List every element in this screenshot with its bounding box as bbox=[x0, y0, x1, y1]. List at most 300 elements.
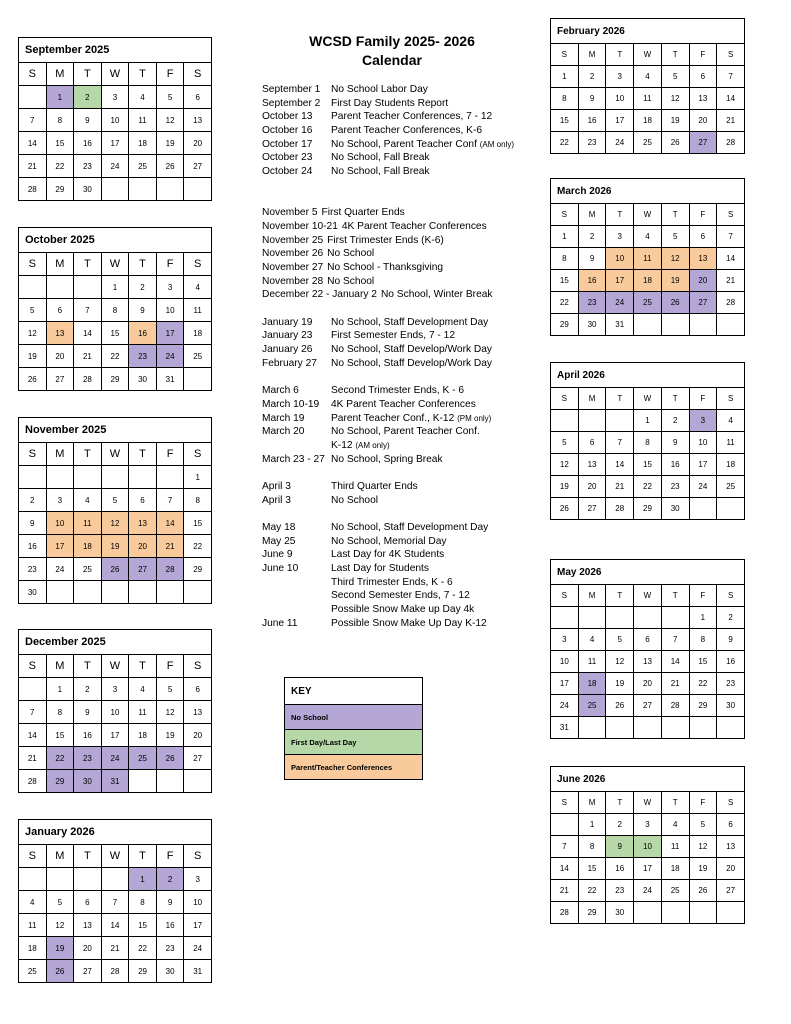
day-cell: 12 bbox=[689, 836, 717, 858]
day-cell: 22 bbox=[129, 937, 157, 960]
day-cell: 2 bbox=[661, 410, 689, 432]
day-cell: 20 bbox=[74, 937, 102, 960]
day-cell: 27 bbox=[689, 132, 717, 154]
weekday-header: T bbox=[129, 845, 157, 868]
day-cell: 5 bbox=[689, 814, 717, 836]
event-description: No School - Thanksgiving bbox=[327, 261, 444, 273]
day-cell: 25 bbox=[129, 747, 157, 770]
day-cell: 26 bbox=[46, 960, 74, 983]
day-cell: 17 bbox=[101, 724, 129, 747]
day-cell bbox=[689, 498, 717, 520]
day-cell: 6 bbox=[634, 629, 662, 651]
weekday-header: S bbox=[19, 253, 47, 276]
day-cell: 13 bbox=[184, 109, 212, 132]
day-cell: 30 bbox=[129, 368, 157, 391]
day-cell: 19 bbox=[46, 937, 74, 960]
day-cell: 18 bbox=[661, 858, 689, 880]
day-cell: 12 bbox=[661, 248, 689, 270]
day-cell: 13 bbox=[717, 836, 745, 858]
event-description: First Semester Ends, 7 - 12 bbox=[331, 330, 455, 342]
event-description: No School, Fall Break bbox=[331, 152, 430, 164]
event-date: March 19 bbox=[262, 412, 305, 424]
day-cell: 6 bbox=[689, 66, 717, 88]
day-cell: 12 bbox=[19, 322, 47, 345]
day-cell: 17 bbox=[606, 270, 634, 292]
event-text bbox=[331, 138, 514, 152]
event-description: Parent Teacher Conferences, K-6 bbox=[331, 125, 483, 137]
event-date: October 17 bbox=[262, 138, 313, 150]
event-description: 4K Parent Teacher Conferences bbox=[331, 398, 476, 410]
day-cell: 17 bbox=[184, 914, 212, 937]
day-cell bbox=[717, 498, 745, 520]
day-cell: 16 bbox=[661, 454, 689, 476]
day-cell: 14 bbox=[551, 858, 579, 880]
event-row bbox=[262, 412, 542, 426]
day-cell: 8 bbox=[551, 88, 579, 110]
event-description: No School, Staff Development Day bbox=[331, 316, 489, 328]
event-row bbox=[262, 261, 542, 275]
day-cell: 10 bbox=[46, 512, 74, 535]
day-cell: 26 bbox=[156, 155, 184, 178]
day-cell: 14 bbox=[19, 132, 47, 155]
day-cell: 9 bbox=[74, 701, 102, 724]
day-cell: 15 bbox=[129, 914, 157, 937]
day-cell: 14 bbox=[717, 88, 745, 110]
event-row bbox=[262, 439, 542, 453]
day-cell: 16 bbox=[19, 535, 47, 558]
event-description: K-12 bbox=[331, 439, 353, 451]
event-row bbox=[262, 165, 542, 179]
day-cell: 22 bbox=[184, 535, 212, 558]
weekday-header: W bbox=[101, 655, 129, 678]
weekday-header: F bbox=[689, 388, 717, 410]
weekday-header: F bbox=[689, 792, 717, 814]
day-cell: 5 bbox=[46, 891, 74, 914]
event-text bbox=[331, 110, 492, 124]
day-cell: 8 bbox=[184, 489, 212, 512]
day-cell bbox=[129, 466, 157, 489]
day-cell: 13 bbox=[46, 322, 74, 345]
event-text bbox=[381, 288, 493, 302]
day-cell: 24 bbox=[634, 880, 662, 902]
event-text bbox=[331, 343, 492, 357]
event-date bbox=[262, 576, 331, 590]
day-cell: 6 bbox=[717, 814, 745, 836]
day-cell: 13 bbox=[184, 701, 212, 724]
day-cell: 20 bbox=[689, 270, 717, 292]
day-cell bbox=[129, 178, 157, 201]
day-cell: 20 bbox=[634, 673, 662, 695]
weekday-header: S bbox=[717, 44, 745, 66]
day-cell: 11 bbox=[184, 299, 212, 322]
day-cell: 8 bbox=[46, 109, 74, 132]
weekday-header: M bbox=[46, 443, 74, 466]
weekday-header: F bbox=[156, 845, 184, 868]
day-cell: 31 bbox=[156, 368, 184, 391]
day-cell bbox=[578, 410, 606, 432]
day-cell: 16 bbox=[129, 322, 157, 345]
day-cell: 19 bbox=[101, 535, 129, 558]
weekday-header: S bbox=[717, 792, 745, 814]
day-cell: 11 bbox=[19, 914, 47, 937]
weekday-header: T bbox=[661, 204, 689, 226]
day-cell: 23 bbox=[156, 937, 184, 960]
day-cell: 7 bbox=[74, 299, 102, 322]
day-cell: 25 bbox=[634, 292, 662, 314]
event-date: November 5 bbox=[262, 207, 318, 219]
calendar-april-2026 bbox=[550, 362, 745, 520]
event-row bbox=[262, 329, 542, 343]
calendar-may-2026 bbox=[550, 559, 745, 739]
event-row bbox=[262, 151, 542, 165]
event-description: Parent Teacher Conf., K-12 bbox=[331, 412, 455, 424]
day-cell: 24 bbox=[689, 476, 717, 498]
event-row bbox=[262, 576, 542, 590]
day-cell: 3 bbox=[101, 678, 129, 701]
weekday-header: T bbox=[661, 388, 689, 410]
event-text bbox=[331, 494, 378, 508]
day-cell: 26 bbox=[19, 368, 47, 391]
event-date: March 23 - 27 bbox=[262, 453, 325, 465]
weekday-header: M bbox=[578, 388, 606, 410]
weekday-header: S bbox=[551, 585, 579, 607]
weekday-header: T bbox=[606, 204, 634, 226]
day-cell: 29 bbox=[551, 314, 579, 336]
day-cell: 23 bbox=[19, 558, 47, 581]
day-cell: 28 bbox=[101, 960, 129, 983]
day-cell: 14 bbox=[74, 322, 102, 345]
weekday-header: S bbox=[717, 585, 745, 607]
day-cell: 30 bbox=[156, 960, 184, 983]
weekday-header: S bbox=[19, 443, 47, 466]
day-cell: 26 bbox=[661, 292, 689, 314]
day-cell: 3 bbox=[689, 410, 717, 432]
event-description: No School, Winter Break bbox=[380, 289, 493, 301]
day-cell: 15 bbox=[578, 858, 606, 880]
day-cell bbox=[689, 314, 717, 336]
day-cell: 6 bbox=[74, 891, 102, 914]
day-cell: 1 bbox=[551, 226, 579, 248]
event-text bbox=[322, 206, 405, 220]
day-cell: 17 bbox=[46, 535, 74, 558]
day-cell: 24 bbox=[46, 558, 74, 581]
event-date: December 22 - January 2 bbox=[262, 289, 377, 301]
event-spacer bbox=[262, 193, 542, 207]
day-cell: 5 bbox=[19, 299, 47, 322]
weekday-header: S bbox=[19, 63, 47, 86]
event-text bbox=[331, 357, 492, 371]
event-description: No School bbox=[331, 494, 379, 506]
day-cell: 23 bbox=[74, 155, 102, 178]
day-cell: 3 bbox=[606, 66, 634, 88]
day-cell: 4 bbox=[634, 226, 662, 248]
event-spacer bbox=[262, 466, 542, 480]
day-cell: 23 bbox=[129, 345, 157, 368]
day-cell: 19 bbox=[689, 858, 717, 880]
day-cell: 13 bbox=[689, 248, 717, 270]
weekday-header: W bbox=[634, 792, 662, 814]
weekday-header: T bbox=[74, 845, 102, 868]
day-cell: 15 bbox=[46, 132, 74, 155]
day-cell: 2 bbox=[717, 607, 745, 629]
color-key bbox=[284, 677, 423, 780]
event-date: January 23 bbox=[262, 330, 313, 342]
event-date: May 25 bbox=[262, 535, 296, 547]
day-cell: 4 bbox=[129, 86, 157, 109]
day-cell: 22 bbox=[46, 155, 74, 178]
event-text bbox=[331, 439, 390, 453]
day-cell: 1 bbox=[129, 868, 157, 891]
event-row bbox=[262, 398, 542, 412]
event-date: June 11 bbox=[262, 617, 298, 629]
day-cell bbox=[156, 770, 184, 793]
weekday-header: M bbox=[46, 655, 74, 678]
day-cell: 28 bbox=[717, 292, 745, 314]
day-cell: 30 bbox=[74, 770, 102, 793]
event-text bbox=[331, 603, 474, 617]
day-cell bbox=[156, 178, 184, 201]
day-cell: 29 bbox=[46, 178, 74, 201]
event-row bbox=[262, 275, 542, 289]
day-cell: 20 bbox=[184, 724, 212, 747]
day-cell: 12 bbox=[606, 651, 634, 673]
event-row bbox=[262, 343, 542, 357]
day-cell bbox=[551, 410, 579, 432]
event-spacer bbox=[262, 302, 542, 316]
day-cell: 18 bbox=[19, 937, 47, 960]
event-text bbox=[331, 521, 488, 535]
day-cell: 18 bbox=[74, 535, 102, 558]
day-cell: 27 bbox=[689, 292, 717, 314]
weekday-header: S bbox=[19, 655, 47, 678]
day-cell: 26 bbox=[689, 880, 717, 902]
weekday-header: F bbox=[156, 253, 184, 276]
calendar-february-2026 bbox=[550, 18, 745, 154]
day-cell: 26 bbox=[156, 747, 184, 770]
day-cell bbox=[606, 607, 634, 629]
day-cell: 7 bbox=[606, 432, 634, 454]
day-cell: 21 bbox=[606, 476, 634, 498]
day-cell: 2 bbox=[74, 86, 102, 109]
weekday-header: W bbox=[101, 443, 129, 466]
event-date: November 28 bbox=[262, 275, 324, 287]
day-cell: 28 bbox=[606, 498, 634, 520]
event-row bbox=[262, 521, 542, 535]
day-cell: 4 bbox=[578, 629, 606, 651]
day-cell: 25 bbox=[578, 695, 606, 717]
event-description: No School Labor Day bbox=[331, 84, 428, 95]
event-date: September 2 bbox=[262, 97, 321, 109]
day-cell bbox=[717, 717, 745, 739]
event-text bbox=[331, 425, 480, 439]
day-cell: 26 bbox=[551, 498, 579, 520]
weekday-header: S bbox=[184, 845, 212, 868]
day-cell bbox=[156, 466, 184, 489]
month-title: March 2026 bbox=[551, 179, 745, 204]
event-date: November 25 bbox=[262, 234, 324, 246]
day-cell: 3 bbox=[184, 868, 212, 891]
day-cell: 5 bbox=[156, 86, 184, 109]
day-cell: 14 bbox=[19, 724, 47, 747]
day-cell: 7 bbox=[717, 66, 745, 88]
calendar-june-2026 bbox=[550, 766, 745, 924]
event-date: November 27 bbox=[262, 261, 324, 273]
day-cell: 16 bbox=[74, 724, 102, 747]
day-cell: 21 bbox=[74, 345, 102, 368]
event-text bbox=[331, 384, 464, 398]
event-row bbox=[262, 562, 542, 576]
day-cell bbox=[46, 276, 74, 299]
day-cell: 27 bbox=[634, 695, 662, 717]
event-row bbox=[262, 234, 542, 248]
day-cell: 27 bbox=[184, 155, 212, 178]
day-cell: 3 bbox=[551, 629, 579, 651]
day-cell bbox=[74, 466, 102, 489]
day-cell: 25 bbox=[717, 476, 745, 498]
day-cell: 7 bbox=[101, 891, 129, 914]
day-cell: 9 bbox=[717, 629, 745, 651]
event-description: First Trimester Ends (K-6) bbox=[327, 234, 444, 246]
day-cell: 23 bbox=[606, 880, 634, 902]
event-row bbox=[262, 548, 542, 562]
event-text bbox=[331, 617, 487, 631]
event-date bbox=[262, 603, 331, 617]
day-cell: 7 bbox=[717, 226, 745, 248]
event-text bbox=[331, 165, 430, 179]
event-description: Possible Snow Make up Day 4k bbox=[331, 604, 475, 616]
weekday-header: T bbox=[129, 443, 157, 466]
day-cell: 16 bbox=[74, 132, 102, 155]
calendar-november-2025 bbox=[18, 417, 212, 604]
event-row bbox=[262, 617, 542, 631]
day-cell: 16 bbox=[578, 270, 606, 292]
day-cell: 23 bbox=[717, 673, 745, 695]
event-date: October 16 bbox=[262, 125, 313, 137]
day-cell: 21 bbox=[717, 110, 745, 132]
day-cell: 8 bbox=[129, 891, 157, 914]
day-cell bbox=[46, 868, 74, 891]
day-cell: 10 bbox=[606, 88, 634, 110]
day-cell: 20 bbox=[689, 110, 717, 132]
day-cell: 24 bbox=[101, 747, 129, 770]
day-cell: 2 bbox=[578, 66, 606, 88]
day-cell: 5 bbox=[551, 432, 579, 454]
day-cell bbox=[661, 902, 689, 924]
day-cell: 22 bbox=[634, 476, 662, 498]
day-cell: 2 bbox=[19, 489, 47, 512]
event-date: October 24 bbox=[262, 166, 313, 178]
event-description: Last Day for Students bbox=[331, 563, 429, 575]
day-cell: 3 bbox=[156, 276, 184, 299]
key-no-school: No School bbox=[285, 705, 423, 730]
day-cell: 10 bbox=[101, 701, 129, 724]
event-text bbox=[331, 589, 470, 603]
weekday-header: T bbox=[74, 253, 102, 276]
day-cell: 25 bbox=[74, 558, 102, 581]
day-cell: 19 bbox=[661, 110, 689, 132]
day-cell: 13 bbox=[578, 454, 606, 476]
day-cell: 29 bbox=[578, 902, 606, 924]
weekday-header: T bbox=[74, 443, 102, 466]
day-cell: 19 bbox=[661, 270, 689, 292]
day-cell: 21 bbox=[156, 535, 184, 558]
weekday-header: W bbox=[634, 388, 662, 410]
day-cell: 14 bbox=[717, 248, 745, 270]
day-cell: 20 bbox=[717, 858, 745, 880]
day-cell: 6 bbox=[184, 86, 212, 109]
weekday-header: F bbox=[689, 585, 717, 607]
day-cell bbox=[19, 276, 47, 299]
day-cell: 15 bbox=[101, 322, 129, 345]
day-cell: 22 bbox=[101, 345, 129, 368]
event-description: No School bbox=[327, 248, 375, 260]
day-cell: 4 bbox=[661, 814, 689, 836]
day-cell bbox=[661, 314, 689, 336]
weekday-header: T bbox=[661, 44, 689, 66]
weekday-header: F bbox=[689, 204, 717, 226]
day-cell: 14 bbox=[156, 512, 184, 535]
day-cell: 9 bbox=[578, 88, 606, 110]
title-line-2: Calendar bbox=[362, 52, 422, 68]
day-cell: 2 bbox=[74, 678, 102, 701]
day-cell: 3 bbox=[606, 226, 634, 248]
day-cell: 21 bbox=[717, 270, 745, 292]
calendar-january-2026 bbox=[18, 819, 212, 983]
day-cell: 28 bbox=[19, 178, 47, 201]
day-cell: 1 bbox=[184, 466, 212, 489]
day-cell: 10 bbox=[689, 432, 717, 454]
day-cell: 27 bbox=[578, 498, 606, 520]
day-cell bbox=[101, 868, 129, 891]
weekday-header: S bbox=[551, 44, 579, 66]
day-cell: 10 bbox=[634, 836, 662, 858]
day-cell: 29 bbox=[184, 558, 212, 581]
day-cell bbox=[156, 581, 184, 604]
month-title: October 2025 bbox=[19, 228, 212, 253]
event-text bbox=[331, 97, 448, 111]
day-cell: 31 bbox=[101, 770, 129, 793]
event-text bbox=[331, 398, 476, 412]
weekday-header: W bbox=[634, 204, 662, 226]
day-cell bbox=[184, 581, 212, 604]
day-cell bbox=[578, 607, 606, 629]
day-cell bbox=[606, 717, 634, 739]
day-cell: 8 bbox=[46, 701, 74, 724]
day-cell: 12 bbox=[46, 914, 74, 937]
day-cell: 14 bbox=[101, 914, 129, 937]
day-cell: 9 bbox=[578, 248, 606, 270]
event-spacer bbox=[262, 179, 542, 193]
day-cell: 4 bbox=[129, 678, 157, 701]
weekday-header: S bbox=[184, 655, 212, 678]
day-cell: 24 bbox=[551, 695, 579, 717]
event-description: First Day Students Report bbox=[331, 97, 449, 109]
event-description: Second Semester Ends, 7 - 12 bbox=[331, 590, 470, 602]
weekday-header: M bbox=[46, 63, 74, 86]
event-text bbox=[327, 247, 374, 261]
weekday-header: T bbox=[661, 585, 689, 607]
day-cell: 2 bbox=[156, 868, 184, 891]
day-cell: 10 bbox=[551, 651, 579, 673]
weekday-header: W bbox=[634, 44, 662, 66]
day-cell: 1 bbox=[46, 678, 74, 701]
day-cell: 28 bbox=[19, 770, 47, 793]
event-description: Last Day for 4K Students bbox=[331, 549, 445, 561]
day-cell: 5 bbox=[101, 489, 129, 512]
day-cell bbox=[689, 717, 717, 739]
day-cell: 25 bbox=[184, 345, 212, 368]
weekday-header: T bbox=[74, 63, 102, 86]
